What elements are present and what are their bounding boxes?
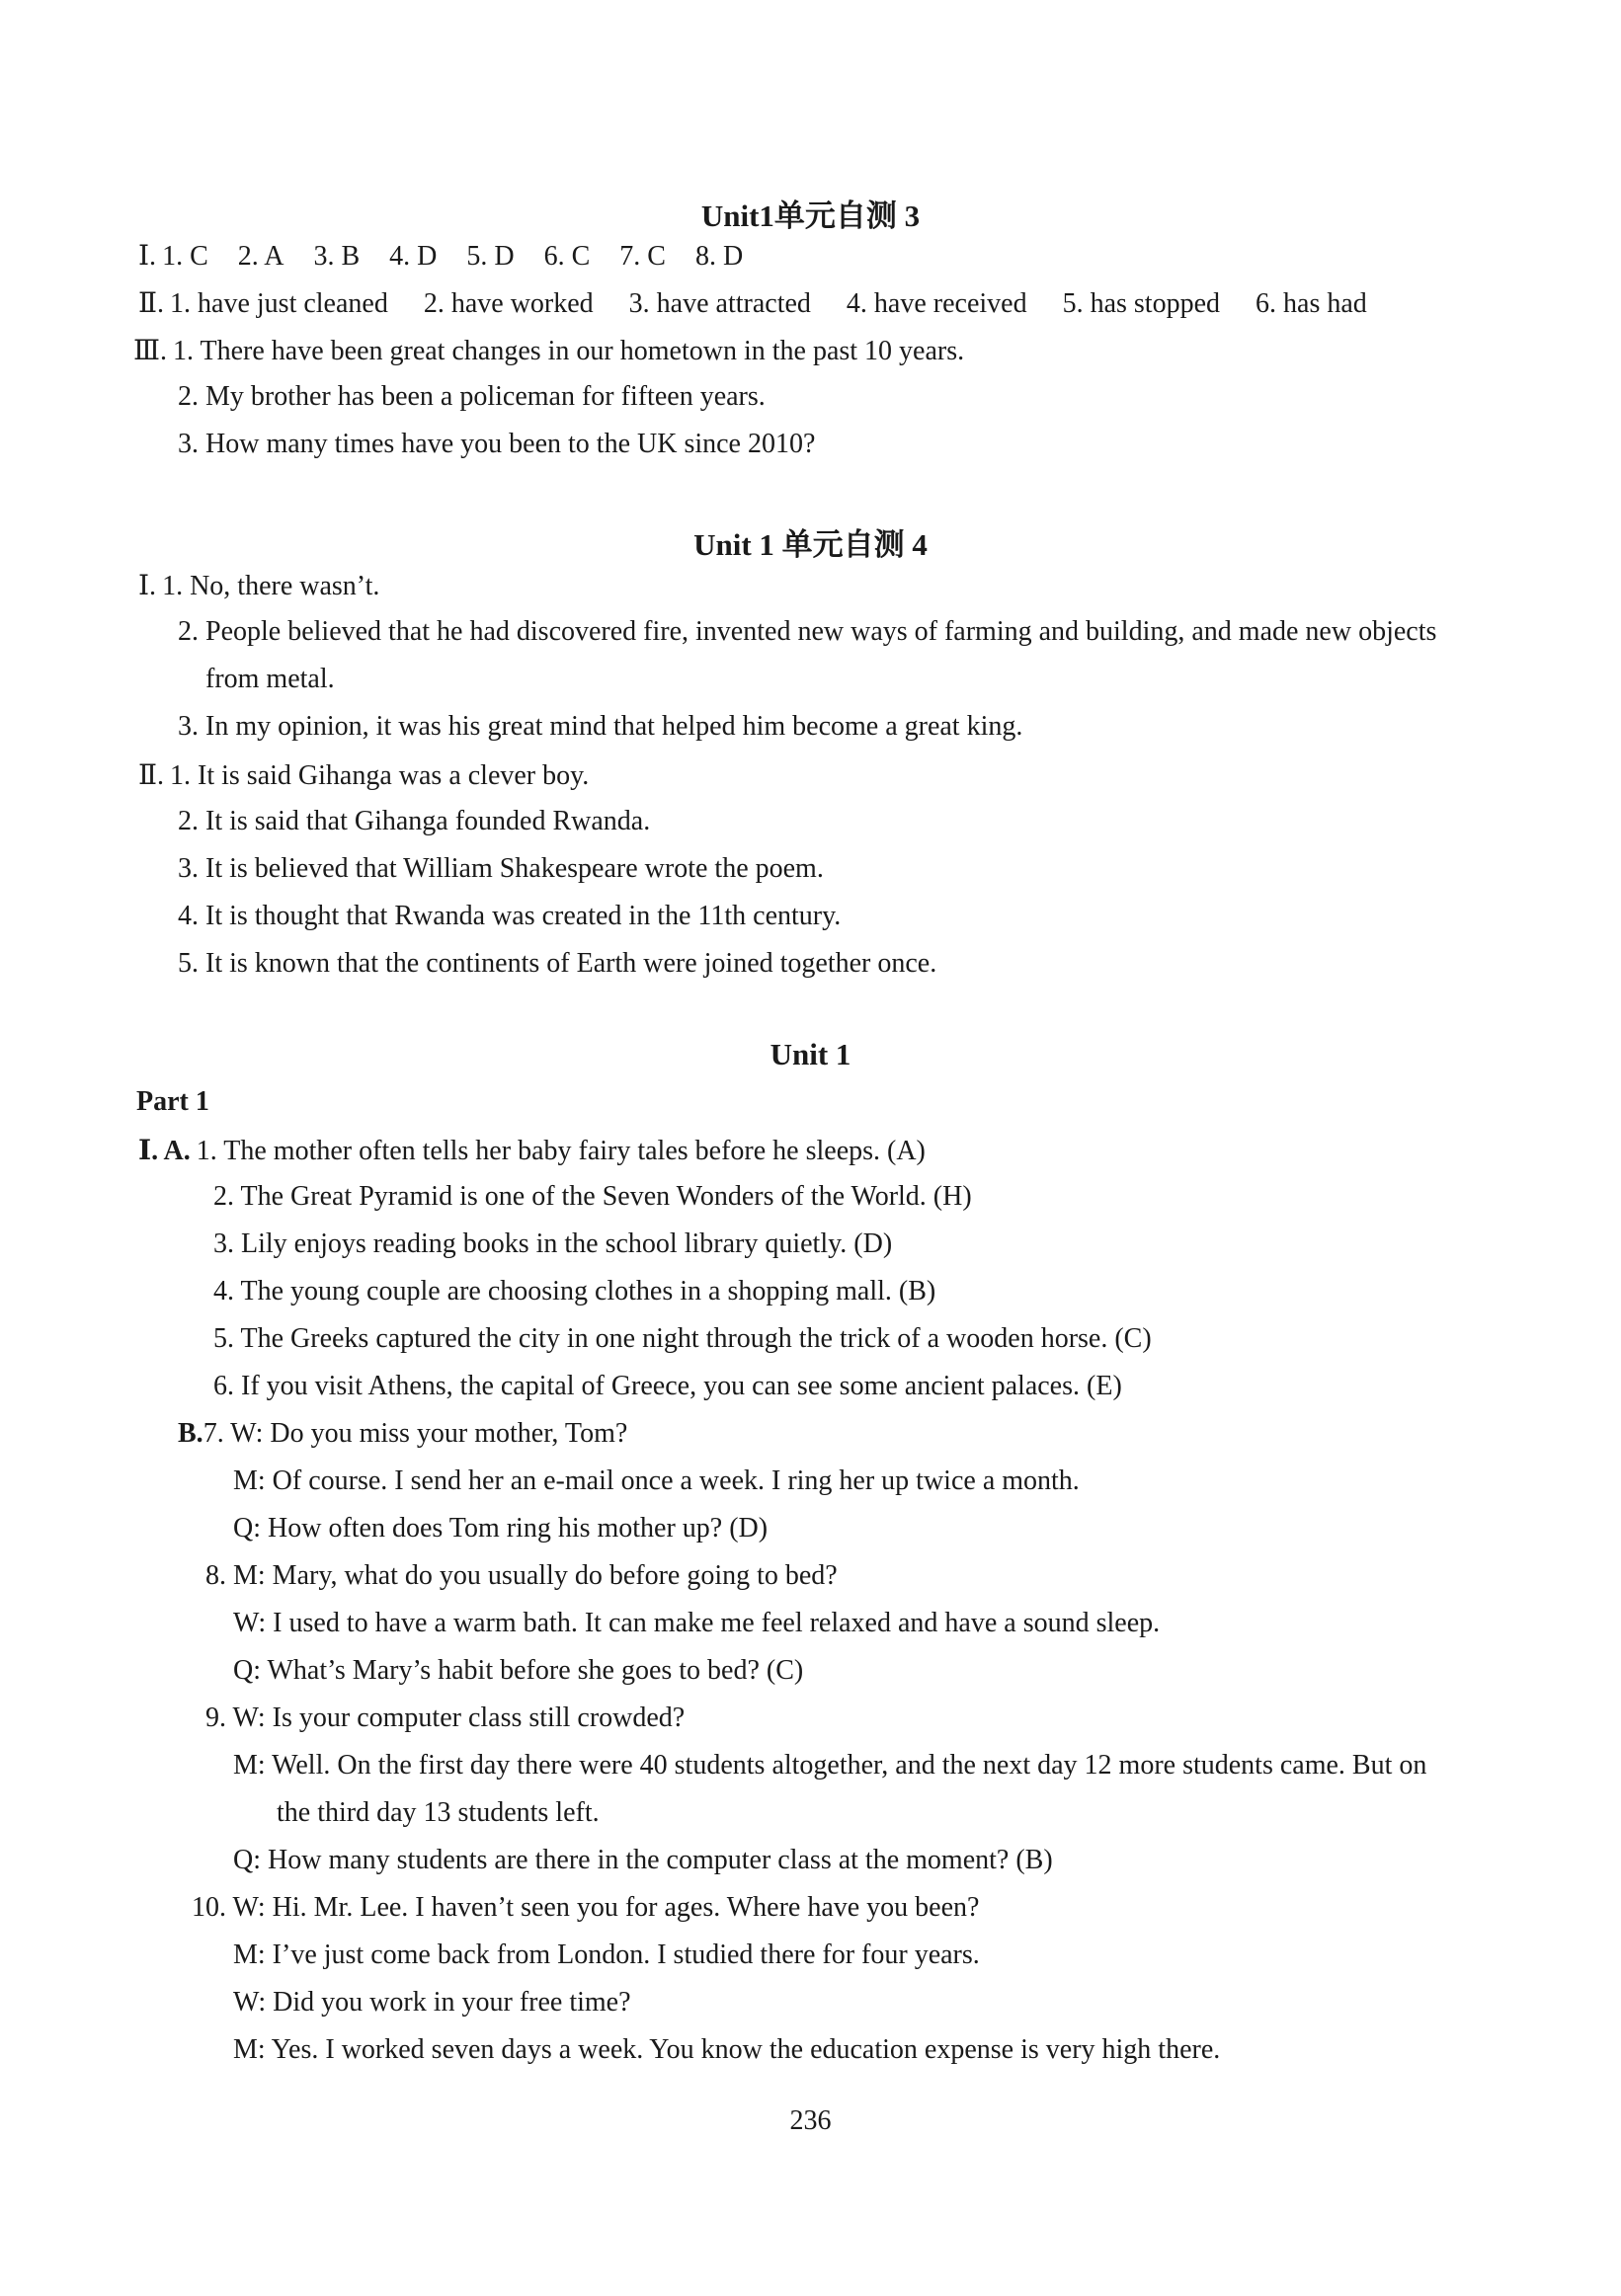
answer-item: 3. How many times have you been to the UK since 2010? (178, 429, 816, 459)
part-label: Ⅰ. (138, 241, 157, 272)
part-label: Ⅱ. (138, 288, 165, 319)
answers-part-1-test-3 (138, 239, 772, 273)
answer-item: 1. C (162, 241, 208, 272)
answer-item: 2. People believed that he had discovered fire, invented new ways of farming and building, and made new objects (178, 616, 1437, 647)
dialogue-line: 9. W: Is your computer class still crowded? (205, 1702, 686, 1733)
answer-item: 1. have just cleaned (170, 288, 388, 319)
section-title-test-3: Unit1单元自测 3 (700, 198, 921, 233)
page-number: 236 (789, 2105, 832, 2136)
answer-item: 3. have attracted (628, 288, 811, 319)
section-title-unit-1: Unit 1 (770, 1037, 851, 1071)
answer-item: 2. The Great Pyramid is one of the Seven Wonders of the World. (H) (213, 1181, 972, 1212)
answer-item: 2. My brother has been a policeman for fifteen years. (178, 381, 766, 412)
answer-item: 6. has had (1256, 288, 1367, 319)
answer-item: 7. C (619, 241, 666, 272)
answer-item: 5. The Greeks captured the city in one night through the trick of a wooden horse. (C) (213, 1323, 1152, 1354)
dialogue-line: 8. M: Mary, what do you usually do before going to bed? (205, 1560, 838, 1591)
dialogue-line: W: I used to have a warm bath. It can make me feel relaxed and have a sound sleep. (233, 1608, 1161, 1638)
answer-item: 4. D (389, 241, 438, 272)
dialogue-line: Q: How many students are there in the computer class at the moment? (B) (233, 1845, 1053, 1875)
dialogue-line: Q: What’s Mary’s habit before she goes to bed? (C) (233, 1655, 804, 1686)
part-label: Ⅱ. (138, 760, 165, 791)
answer-item: 6. If you visit Athens, the capital of Greece, you can see some ancient palaces. (E) (213, 1371, 1122, 1401)
answer-item: 6. C (543, 241, 591, 272)
dialogue-line: M: I’ve just come back from London. I studied there for four years. (233, 1940, 980, 1970)
answer-item: 2. have worked (423, 288, 594, 319)
part-label: Ⅰ. A. (138, 1136, 191, 1166)
part-label: Ⅰ. (138, 571, 157, 601)
part-label: B. (178, 1418, 203, 1449)
answer-item: 1. The mother often tells her baby fairy tales before he sleeps. (A) (196, 1136, 926, 1166)
answer-item: 1. There have been great changes in our hometown in the past 10 years. (173, 336, 965, 366)
part-heading: Part 1 (136, 1086, 209, 1117)
answers-part-1-test-4 (138, 569, 379, 602)
dialogue-line: Q: How often does Tom ring his mother up? (D) (233, 1513, 769, 1544)
answer-item: 8. D (694, 241, 744, 272)
answer-item-continuation: from metal. (205, 664, 335, 694)
answer-item: 1. It is said Gihanga was a clever boy. (170, 760, 590, 791)
answer-item: 3. Lily enjoys reading books in the school library quietly. (D) (213, 1228, 893, 1259)
section-title-test-4: Unit 1 单元自测 4 (693, 527, 928, 562)
answer-item: 2. A (237, 241, 284, 272)
dialogue-line: M: Yes. I worked seven days a week. You know the education expense is very high there. (233, 2034, 1221, 2065)
listening-part-a (138, 1134, 926, 1167)
answer-item: 5. D (466, 241, 515, 272)
dialogue-line: M: Of course. I send her an e-mail once a week. I ring her up twice a month. (233, 1465, 1080, 1496)
dialogue-line: 10. W: Hi. Mr. Lee. I haven’t seen you for ages. Where have you been? (192, 1892, 980, 1923)
answer-item: 4. have received (846, 288, 1027, 319)
answers-part-2-test-4 (138, 758, 589, 792)
dialogue-line-continuation: the third day 13 students left. (277, 1797, 600, 1828)
dialogue-line: 7. W: Do you miss your mother, Tom? (203, 1418, 628, 1449)
answer-item: 3. B (313, 241, 361, 272)
answers-part-3-test-3 (133, 334, 964, 367)
answer-item: 4. The young couple are choosing clothes in a shopping mall. (B) (213, 1276, 936, 1306)
part-label: Ⅲ. (133, 336, 168, 366)
dialogue-line: M: Well. On the first day there were 40 students altogether, and the next day 12 more students came. But on (233, 1750, 1427, 1781)
listening-part-b (178, 1418, 627, 1450)
answer-item: 3. In my opinion, it was his great mind that helped him become a great king. (178, 711, 1023, 742)
answer-item: 5. It is known that the continents of Earth were joined together once. (178, 948, 937, 979)
answer-item: 1. No, there wasn’t. (162, 571, 380, 601)
answer-item: 3. It is believed that William Shakespeare wrote the poem. (178, 853, 824, 884)
answers-part-2-test-3 (138, 286, 1403, 320)
answer-item: 4. It is thought that Rwanda was created in the 11th century. (178, 901, 842, 931)
answer-item: 5. has stopped (1062, 288, 1221, 319)
answer-item: 2. It is said that Gihanga founded Rwanda. (178, 806, 651, 836)
dialogue-line: W: Did you work in your free time? (233, 1987, 631, 2018)
